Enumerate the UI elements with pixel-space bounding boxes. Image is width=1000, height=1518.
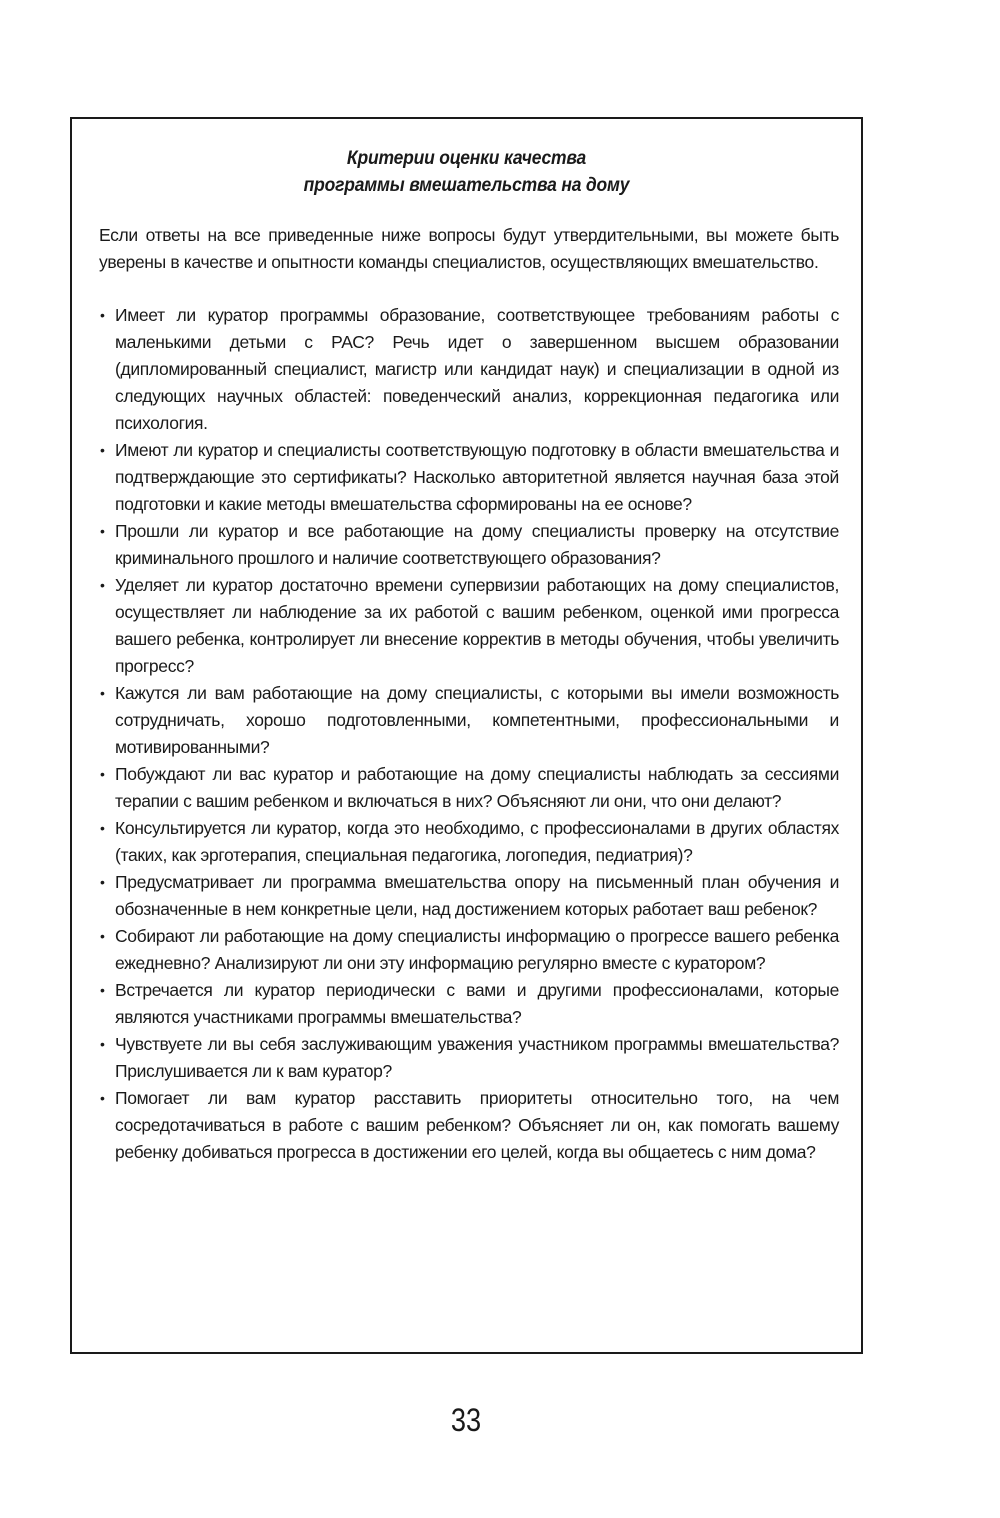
- list-item: [99, 518, 839, 572]
- bullet-icon: •: [100, 766, 105, 782]
- bullet-icon: •: [100, 820, 105, 836]
- list-item: [99, 815, 839, 869]
- intro-paragraph: Если ответы на все приведенные ниже вопросы будут утвердительными, вы можете быть уверены в качестве и опытности команды специалистов, осуществляющих вмешательство.: [99, 225, 839, 272]
- list-item-text: Уделяет ли куратор достаточно времени супервизии работающих на дому специалистов, осуществляет ли наблюдение за их работой с вашим ребенком, оценкой ими прогресса вашего ребенка, контролирует ли внесение корректив в методы обучения, чтобы увеличить прогресс?: [115, 575, 839, 676]
- box-content: [99, 222, 839, 1166]
- bullet-icon: •: [100, 1090, 105, 1106]
- bullet-icon: •: [100, 928, 105, 944]
- list-item: [99, 680, 839, 761]
- list-item: [99, 869, 839, 923]
- list-item: [99, 302, 839, 437]
- box-title-line-2: программы вмешательства на дому: [303, 175, 630, 196]
- list-item: [99, 572, 839, 680]
- bullet-icon: •: [100, 874, 105, 890]
- list-item-text: Предусматривает ли программа вмешательства опору на письменный план обучения и обозначенные в нем конкретные цели, над достижением которых работает ваш ребенок?: [115, 872, 839, 919]
- list-item-text: Собирают ли работающие на дому специалисты информацию о прогрессе вашего ребенка ежедневно? Анализируют ли они эту информацию регулярно вместе с куратором?: [115, 926, 839, 973]
- bullet-icon: •: [100, 982, 105, 998]
- list-item-text: Имеет ли куратор программы образование, соответствующее требованиям работы с маленькими детьми с РАС? Речь идет о завершенном высшем образовании (дипломированный специалист, магистр или кандидат наук) и специализации в одной из следующих научных областей: поведенческий анализ, коррекционная педагогика или психология.: [115, 305, 839, 433]
- list-item: [99, 1085, 839, 1166]
- list-item-text: Имеют ли куратор и специалисты соответствующую подготовку в области вмешательства и подтверждающие это сертификаты? Насколько авторитетной является научная база этой подготовки и какие методы вмешательства сформированы на ее основе?: [115, 440, 839, 514]
- list-item: [99, 761, 839, 815]
- bullet-icon: •: [100, 523, 105, 539]
- list-item-text: Консультируется ли куратор, когда это необходимо, с профессионалами в других областях (таких, как эрготерапия, специальная педагогика, логопедия, педиатрия)?: [115, 818, 839, 865]
- list-item: [99, 923, 839, 977]
- list-item: [99, 437, 839, 518]
- list-item-text: Помогает ли вам куратор расставить приоритеты относительно того, на чем сосредотачиваться в работе с вашим ребенком? Объясняет ли он, как помогать вашему ребенку добиваться прогресса в достижении его целей, когда вы общаетесь с ним дома?: [115, 1088, 839, 1162]
- list-item: [99, 977, 839, 1031]
- list-item-text: Встречается ли куратор периодически с вами и другими профессионалами, которые являются участниками программы вмешательства?: [115, 980, 839, 1027]
- criteria-list: [99, 302, 839, 1166]
- list-item-text: Побуждают ли вас куратор и работающие на дому специалисты наблюдать за сессиями терапии с вашим ребенком и включаться в них? Объясняют ли они, что они делают?: [115, 764, 839, 811]
- bullet-icon: •: [100, 307, 105, 323]
- box-title-line-1: Критерии оценки качества: [346, 148, 587, 169]
- criteria-box: [70, 117, 863, 1354]
- box-title: [104, 145, 830, 199]
- list-item-text: Кажутся ли вам работающие на дому специалисты, с которыми вы имели возможность сотрудничать, хорошо подготовленными, компетентными, профессиональными и мотивированными?: [115, 683, 839, 757]
- list-item-text: Прошли ли куратор и все работающие на дому специалисты проверку на отсутствие криминального прошлого и наличие соответствующего образования?: [115, 521, 839, 568]
- list-item-text: Чувствуете ли вы себя заслуживающим уважения участником программы вмешательства? Прислушивается ли к вам куратор?: [115, 1034, 839, 1081]
- bullet-icon: •: [100, 442, 105, 458]
- bullet-icon: •: [100, 685, 105, 701]
- list-item: [99, 1031, 839, 1085]
- page-number: 33: [450, 1402, 482, 1438]
- bullet-icon: •: [100, 577, 105, 593]
- bullet-icon: •: [100, 1036, 105, 1052]
